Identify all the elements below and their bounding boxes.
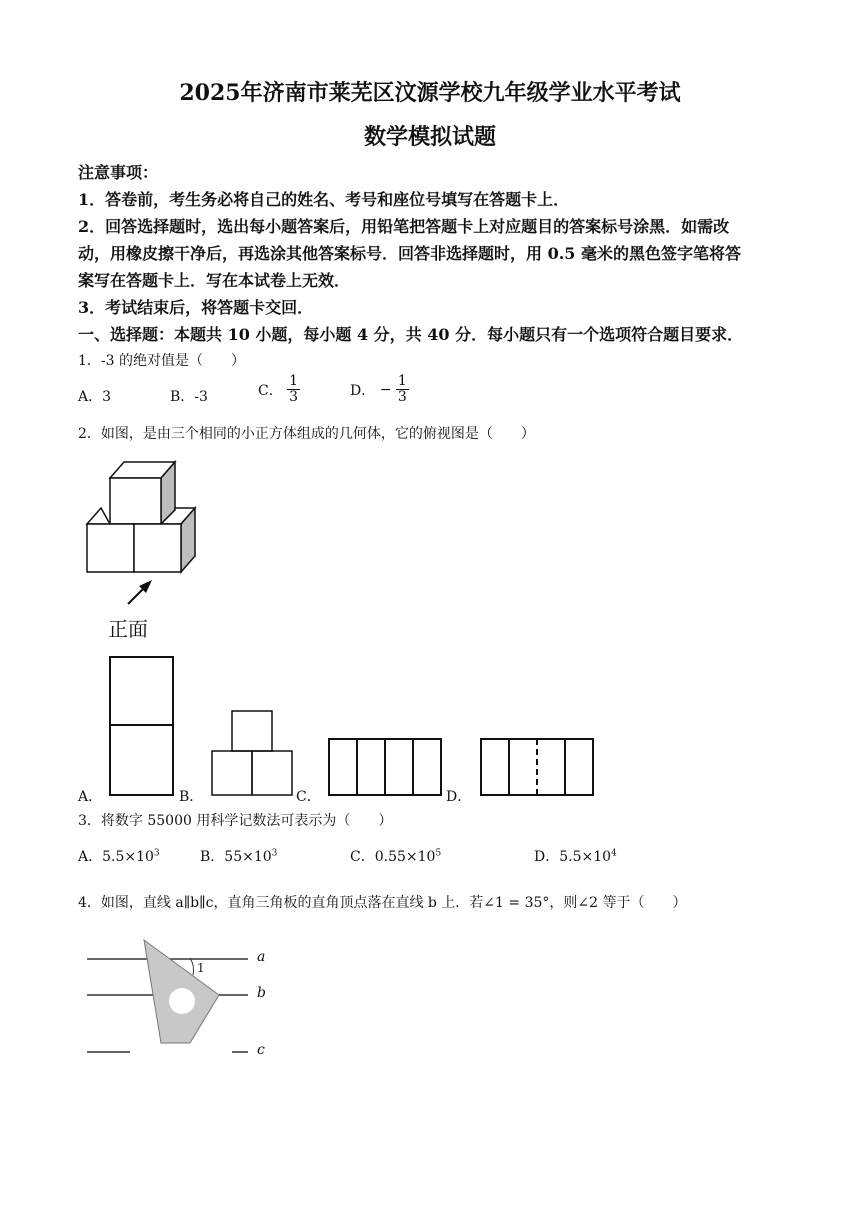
q1-option-c-label: C． <box>258 382 283 399</box>
q3-b-exponent: 3 <box>271 848 278 859</box>
q1-option-a: A．3 <box>78 389 112 405</box>
bottom-right-cube-front <box>134 524 181 572</box>
question-4-stem: 4．如图，直线 a∥b∥c，直角三角板的直角顶点落在直线 b 上．若∠1 = 35°，则∠2 等于（ ） <box>78 895 687 911</box>
q2-option-d: D． <box>446 789 472 805</box>
q3-d-base: D．5.5×10 <box>534 849 612 865</box>
angle-1-label: 1 <box>197 961 205 975</box>
set-square-hole <box>169 988 195 1014</box>
q1-c-denominator: 3 <box>289 389 299 406</box>
q1-d-sign: − <box>379 381 392 398</box>
q3-c-exponent: 5 <box>435 848 442 859</box>
q3-option-c <box>350 846 441 866</box>
notice-item-2-end: 案写在答题卡上．写在本试卷上无效． <box>78 271 351 290</box>
question-1-stem: 1．-3 的绝对值是（ ） <box>78 353 245 369</box>
q3-option-d <box>534 846 617 866</box>
notice-item-3: 3．考试结束后，将答题卡交回． <box>78 298 314 317</box>
question-2-stem: 2．如图，是由三个相同的小正方体组成的几何体，它的俯视图是（ ） <box>78 426 535 442</box>
q1-option-b: B．-3 <box>170 389 208 405</box>
q3-c-base: C．0.55×10 <box>350 849 436 865</box>
line-c-label: c <box>257 1042 265 1058</box>
q2-option-c: C． <box>296 789 321 805</box>
notice-item-2-cont: 动，用橡皮擦干净后，再选涂其他答案标号．回答非选择题时，用 0.5 毫米的黑色签字笔将答 <box>78 244 741 263</box>
q1-option-c-fraction <box>287 374 300 406</box>
q2-option-b: B． <box>179 789 204 805</box>
q1-option-d-fraction <box>396 374 409 406</box>
line-b-label: b <box>257 985 266 1001</box>
q1-c-numerator: 1 <box>289 373 299 389</box>
angle-1-arc <box>190 958 194 975</box>
option-b-top-square <box>232 711 272 751</box>
q3-option-b <box>200 846 277 866</box>
bottom-left-cube-front <box>87 524 134 572</box>
q1-d-numerator: 1 <box>397 373 407 389</box>
q2-option-a: A． <box>78 789 103 805</box>
q1-option-c <box>258 374 300 406</box>
page-subtitle: 数学模拟试题 <box>363 124 496 150</box>
line-a-label: a <box>257 949 266 965</box>
q3-a-exponent: 3 <box>153 848 160 859</box>
option-b-right-square <box>252 751 292 795</box>
top-cube-front-face <box>110 478 161 524</box>
q3-d-exponent: 4 <box>611 848 617 859</box>
page-title: 2025年济南市莱芜区汶源学校九年级学业水平考试 <box>179 80 681 106</box>
q3-b-base: B．55×10 <box>200 849 272 865</box>
notice-heading: 注意事项： <box>78 163 159 182</box>
front-label: 正面 <box>108 617 148 641</box>
option-b-left-square <box>212 751 252 795</box>
parallel-lines-figure <box>0 0 1 1</box>
q1-option-d-label: D． <box>350 382 376 399</box>
notice-item-1: 1．答卷前，考生务必将自己的姓名、考号和座位号填写在答题卡上． <box>78 190 570 209</box>
q3-option-a <box>78 846 160 866</box>
q1-option-d <box>350 374 409 406</box>
option-d-outline <box>481 739 593 795</box>
q1-d-denominator: 3 <box>397 389 407 406</box>
notice-item-2: 2．回答选择题时，选出每小题答案后，用铅笔把答题卡上对应题目的答案标号涂黑．如需改 <box>78 217 730 236</box>
q3-a-base: A．5.5×10 <box>78 849 154 865</box>
question-3-stem: 3．将数字 55000 用科学记数法可表示为（ ） <box>78 813 393 829</box>
section-heading: 一、选择题：本题共 10 小题，每小题 4 分，共 40 分．每小题只有一个选项符合题目要求． <box>78 325 744 344</box>
